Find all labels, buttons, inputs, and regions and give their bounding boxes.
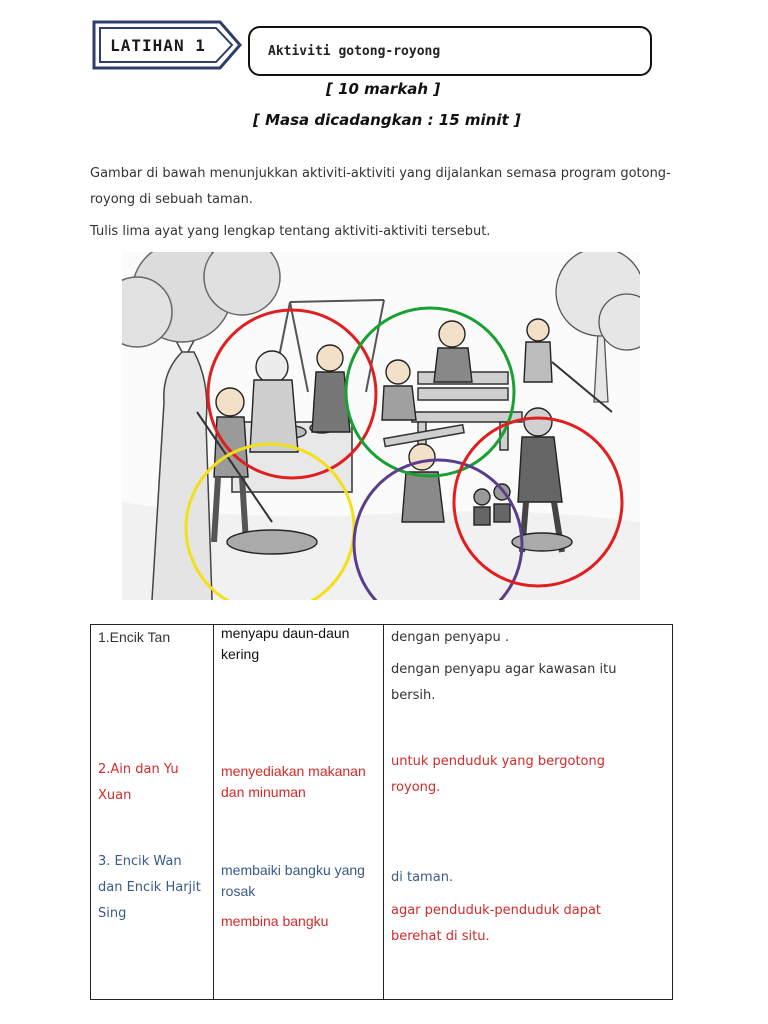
gotong-royong-illustration (122, 252, 640, 600)
table-row (91, 625, 673, 1000)
suggested-time-text: [ Masa dicadangkan : 15 minit ] (253, 111, 521, 129)
row3-action-1: membaiki bangku yang rosak (221, 862, 365, 899)
scene-drawing (122, 252, 640, 600)
row1-subject: 1.Encik Tan (98, 629, 171, 645)
row2-detail-1: untuk penduduk yang bergotong royong. (391, 754, 606, 795)
row3-subject: 3. Encik Wan dan Encik Harjit Sing (98, 854, 201, 921)
subject-column-cell (91, 625, 214, 1000)
detail-column-cell (384, 625, 673, 1000)
row2-action: menyediakan makanan dan minuman (221, 763, 366, 800)
row3-detail-1: di taman. (391, 870, 454, 885)
row1-detail-1: dengan penyapu . (391, 630, 509, 645)
exercise-label-banner (92, 20, 242, 70)
row3-action-2: membina bangku (221, 913, 329, 929)
instruction-paragraph-2: Tulis lima ayat yang lengkap tentang aktiviti-aktiviti tersebut. (90, 224, 491, 239)
row2-subject: 2.Ain dan Yu Xuan (98, 762, 179, 803)
topic-title: Aktiviti gotong-royong (268, 43, 441, 59)
answer-table (90, 624, 673, 1000)
row3-detail-2: agar penduduk-penduduk dapat berehat di situ. (391, 903, 602, 944)
instruction-paragraph-1: Gambar di bawah menunjukkan aktiviti-aktiviti yang dijalankan semasa program gotong-royong di sebuah taman. (90, 166, 671, 207)
row1-action: menyapu daun-daun kering (221, 625, 350, 662)
row1-detail-2: dengan penyapu agar kawasan itu bersih. (391, 662, 617, 703)
marks-text: [ 10 markah ] (326, 80, 441, 98)
topic-box (248, 26, 652, 76)
action-column-cell (214, 625, 384, 1000)
exercise-label: LATIHAN 1 (110, 35, 206, 55)
